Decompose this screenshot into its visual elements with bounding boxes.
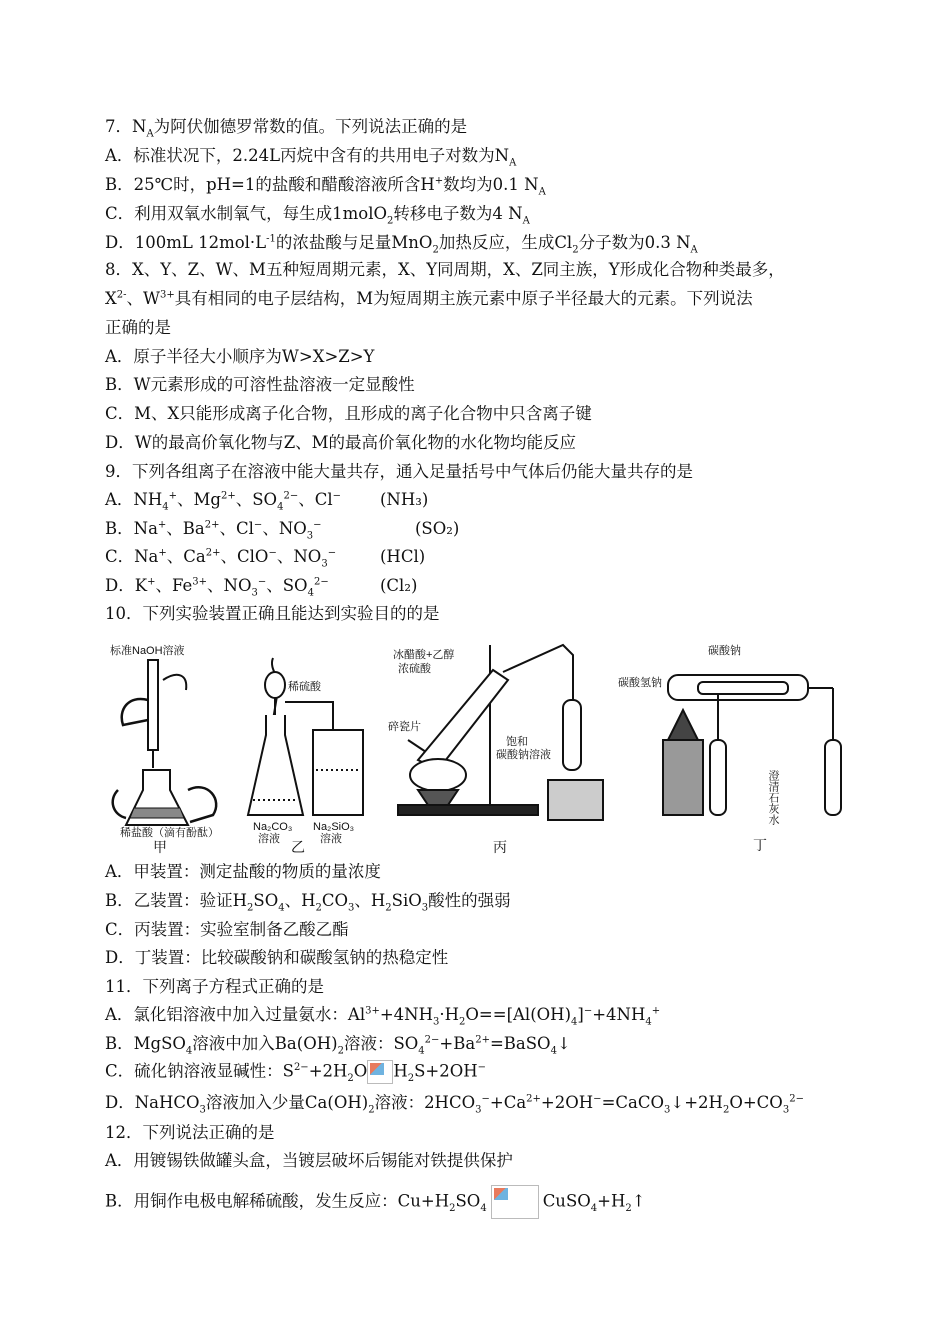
q7-option-a: A．标准状况下，2.24L丙烷中含有的共用电子对数为$N_A$	[105, 146, 517, 169]
q10-stem: 10．下列实验装置正确且能达到实验目的的是	[105, 604, 440, 623]
q8-option-c: C．M、X只能形成离子化合物，且形成的离子化合物中只含离子键	[105, 404, 592, 423]
label-yi: 乙	[291, 839, 305, 855]
q10-apparatus-figure	[108, 640, 848, 855]
q8-stem-line2: $X^{2-}$、$W^{3+}$具有相同的电子层结构，M为短周期主族元素中原子半径最大的元素。下列说法	[105, 289, 753, 308]
q10-option-d: D．丁装置：比较碳酸钠和碳酸氢钠的热稳定性	[105, 948, 449, 967]
q11-option-d: D．NaHCO$_3$溶液加入少量$Ca(OH)_2$溶液：$2HCO_3^-+Ca^{2+}+2OH^-=CaCO_3↓+2H_2O+CO_3^{2-}$	[105, 1093, 804, 1116]
q7-option-d: D．100mL $12mol\cdot L^{-1}$的浓盐酸与足量MnO$_2$加热反应，生成$Cl_2$分子数为0.3 $N_A$	[105, 233, 698, 256]
label-ding-nahco3: 碳酸氢钠	[618, 677, 662, 689]
q7-stem: 7．$N_A$为阿伏伽德罗常数的值。下列说法正确的是	[105, 117, 468, 140]
q12-stem: 12．下列说法正确的是	[105, 1123, 275, 1142]
label-yi-na2sio3-solution: 溶液	[320, 833, 342, 845]
q9-option-b: B．Na+、$Ba^{2+}$、Cl−、$NO_3^-$ (SO₂)	[105, 519, 460, 542]
label-jia-hcl: 稀盐酸（滴有酚酞）	[120, 827, 219, 839]
label-yi-na2co3-solution: 溶液	[258, 833, 280, 845]
q10-option-a: A．甲装置：测定盐酸的物质的量浓度	[105, 862, 381, 881]
q9-option-a: A．$NH_4^+$、$Mg^{2+}$、$SO_4^{2-}$、Cl− (NH₃)	[105, 490, 429, 513]
label-yi-na2co3: Na₂CO₃	[253, 821, 293, 833]
label-bing-h2so4: 浓硫酸	[398, 663, 431, 675]
broken-image-icon	[491, 1185, 539, 1219]
q8-stem-line3: 正确的是	[105, 318, 171, 337]
q7-option-c: C．利用双氧水制氧气，每生成1molO$_2$转移电子数为4 $N_A$	[105, 204, 530, 227]
q11-stem: 11．下列离子方程式正确的是	[105, 977, 324, 996]
label-bing-reagents: 冰醋酸+乙醇	[393, 649, 455, 661]
q8-option-b: B．W元素形成的可溶性盐溶液一定显酸性	[105, 375, 415, 394]
label-ding-na2co3: 碳酸钠	[708, 645, 741, 657]
label-ding-limewater: 澄清石灰水	[767, 770, 779, 825]
label-yi-acid: 稀硫酸	[288, 681, 321, 693]
label-bing-chips: 碎瓷片	[388, 721, 421, 733]
label-ding: 丁	[753, 837, 767, 853]
broken-image-icon	[367, 1060, 393, 1084]
q8-option-a: A．原子半径大小顺序为W>X>Z>Y	[105, 347, 375, 366]
q11-option-a: A．氯化铝溶液中加入过量氨水：$Al^{3+}+4NH_3\cdot H_2O==[Al(OH)_4]^-+4NH_4^+$	[105, 1005, 661, 1028]
q11-option-b: B．MgSO$_4$溶液中加入$Ba(OH)_2$溶液：$SO_4^{2-}+Ba^{2+}=BaSO_4↓$	[105, 1034, 571, 1057]
q12-option-b: B．用铜作电极电解稀硫酸，发生反应：$Cu+H_2SO_4$ $CuSO_4+H_2↑$	[105, 1185, 646, 1219]
q12-option-a: A．用镀锡铁做罐头盒，当镀层破坏后锡能对铁提供保护	[105, 1151, 513, 1170]
label-jia-naoh: 标准NaOH溶液	[110, 645, 185, 657]
label-yi-na2sio3: Na₂SiO₃	[313, 821, 355, 833]
q10-option-b: B．乙装置：验证$H_2SO_4$、$H_2CO_3$、$H_2SiO_3$酸性的强弱	[105, 891, 511, 914]
q8-stem-line1: 8．X、Y、Z、W、M五种短周期元素，X、Y同周期，X、Z同主族，Y形成化合物种类最多，	[105, 260, 785, 279]
q8-option-d: D．W的最高价氧化物与Z、M的最高价氧化物的水化物均能反应	[105, 433, 577, 452]
q9-option-c: C．Na+、$Ca^{2+}$、ClO−、$NO_3^-$ (HCl)	[105, 547, 426, 570]
q7-option-b: B．25℃时，pH=1的盐酸和醋酸溶液所含H+数均为0.1 $N_A$	[105, 175, 546, 198]
label-jia: 甲	[153, 839, 167, 855]
label-bing-saturated: 饱和	[506, 736, 528, 748]
apparatus-jia	[113, 660, 216, 825]
label-bing: 丙	[493, 839, 507, 855]
q10-option-c: C．丙装置：实验室制备乙酸乙酯	[105, 920, 349, 939]
label-bing-na2co3-solution: 碳酸钠溶液	[496, 749, 551, 761]
apparatus-ding	[663, 675, 841, 815]
q11-option-c: C．硫化钠溶液显碱性：$S^{2-}+2H_2O$ $H_2S+2OH^-$	[105, 1061, 487, 1084]
q9-option-d: D．K+、$Fe^{3+}$、$NO_3^-$、$SO_4^{2-}$ (Cl₂)	[105, 576, 418, 599]
q9-stem: 9．下列各组离子在溶液中能大量共存，通入足量括号中气体后仍能大量共存的是	[105, 462, 693, 481]
